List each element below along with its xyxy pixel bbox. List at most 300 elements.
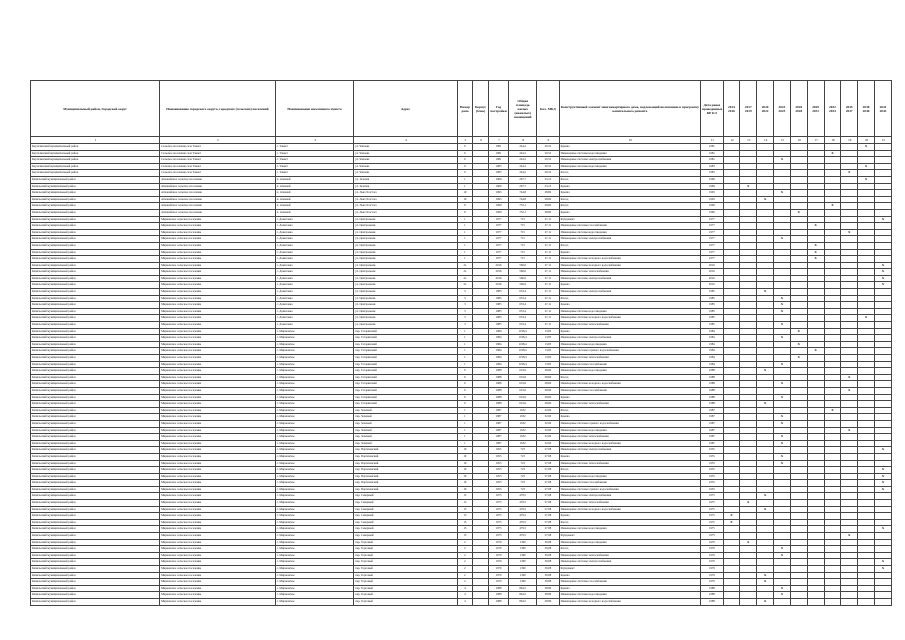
cell-p2023: [774, 598, 791, 605]
table-row: [31, 414, 892, 421]
cell-area: 619,6: [509, 374, 537, 381]
cell-p2014: [723, 229, 740, 236]
table-row: [31, 183, 892, 190]
cell-house: 6: [457, 150, 473, 157]
cell-area: 479,5: [509, 533, 537, 540]
cell-p2017: [740, 163, 757, 170]
cell-p2038: [858, 190, 875, 197]
cell-area: 752,1: [509, 203, 537, 210]
cell-p2026: [790, 322, 807, 329]
cell-p2035: [841, 295, 858, 302]
cell-district: Кизильский муниципальный район: [31, 387, 160, 394]
cell-locality: с. Мирненское: [275, 473, 354, 480]
cell-p2017: [740, 387, 757, 394]
cell-p2014: [723, 460, 740, 467]
cell-mkd: 23,13: [537, 183, 559, 190]
cell-year: 1987: [488, 427, 508, 434]
cell-p2041: [874, 361, 891, 368]
cell-element: Инженерные системы газоснабжения: [559, 387, 700, 394]
cell-p2020: [757, 552, 774, 559]
cell-p2017: [740, 150, 757, 157]
cell-locality: с. Танкет: [275, 157, 354, 164]
cell-area: 479,5: [509, 493, 537, 500]
cell-address: пер. Торговый: [354, 572, 457, 579]
cell-mkd: 13,85: [537, 335, 559, 342]
cell-p2038: [858, 572, 875, 579]
cell-p2038: [858, 453, 875, 460]
cell-mkd: 30,08: [537, 552, 559, 559]
cell-locality: с. Денисовка: [275, 229, 354, 236]
cell-p2017: [740, 196, 757, 203]
cell-p2026: [790, 598, 807, 605]
cell-mkd: 13,85: [537, 341, 559, 348]
cell-building: [473, 592, 489, 599]
cell-settlement: Мирненское сельское поселение: [160, 500, 276, 507]
cell-address: ул. Центральная: [354, 275, 457, 282]
cell-locality: с. Мирненское: [275, 447, 354, 454]
cell-p2029: [807, 513, 824, 520]
cell-mkd: 27,11: [537, 282, 559, 289]
cell-p2032: [824, 216, 841, 223]
table-row: [31, 157, 892, 164]
cell-p2029: [807, 598, 824, 605]
cell-district: Кизильский муниципальный район: [31, 242, 160, 249]
cell-district: Карталинский муниципальный район: [31, 144, 160, 151]
cell-address: пер. Торговый: [354, 585, 457, 592]
cell-year: 1993: [488, 196, 508, 203]
cell-p2032: [824, 183, 841, 190]
cell-p2023: [774, 506, 791, 513]
cell-element: Фундамент: [559, 566, 700, 573]
cell-locality: с. Денисовка: [275, 275, 354, 282]
cell-area: 1652: [509, 420, 537, 427]
cell-area: 1390: [509, 559, 537, 566]
cell-p2038: [858, 355, 875, 362]
cell-p2014: [723, 394, 740, 401]
cell-element: Инженерные системы электроснабжения: [559, 447, 700, 454]
cell-p2029: [807, 526, 824, 533]
cell-p2032: [824, 559, 841, 566]
cell-year: 1993: [488, 190, 508, 197]
cell-element: Инженерные системы холодного водоснабжения: [559, 256, 700, 263]
cell-p2014: [723, 216, 740, 223]
cell-area: 723: [509, 460, 537, 467]
cell-district: Кизильский муниципальный район: [31, 559, 160, 566]
cell-district: Кизильский муниципальный район: [31, 467, 160, 474]
cell-p2038: [858, 506, 875, 513]
cell-area: 633,4: [509, 308, 537, 315]
cell-house: 4: [457, 592, 473, 599]
cell-area: 244,2: [509, 157, 537, 164]
cell-p2038: [858, 368, 875, 375]
cell-p2020: [757, 348, 774, 355]
cell-p2017: X: [740, 539, 757, 546]
cell-settlement: Мирненское сельское поселение: [160, 533, 276, 540]
cell-p2023: X: [774, 361, 791, 368]
cell-district: Кизильский муниципальный район: [31, 572, 160, 579]
cell-settlement: Мирненское сельское поселение: [160, 223, 276, 230]
cell-settlement: Мирненское сельское поселение: [160, 453, 276, 460]
cell-locality: с. Мирненское: [275, 500, 354, 507]
cell-area: 723: [509, 486, 537, 493]
cell-p2038: [858, 394, 875, 401]
cell-p2032: [824, 229, 841, 236]
cell-p2029: [807, 546, 824, 553]
cell-mkd: 28,60: [537, 394, 559, 401]
cell-p2020: X: [757, 196, 774, 203]
cell-year: 1977: [488, 229, 508, 236]
cell-p2014: [723, 572, 740, 579]
cell-p2032: [824, 308, 841, 315]
cell-p2026: [790, 249, 807, 256]
cell-p2014: [723, 533, 740, 540]
cell-district: Карталинский муниципальный район: [31, 170, 160, 177]
cell-locality: с. Мирненское: [275, 506, 354, 513]
cell-house: 19: [457, 447, 473, 454]
cell-p2026: [790, 394, 807, 401]
cell-p2041: X: [874, 559, 891, 566]
cell-p2032: [824, 579, 841, 586]
cell-element: Инженерные системы теплоснабжения: [559, 355, 700, 362]
cell-p2038: [858, 592, 875, 599]
cell-p2035: [841, 262, 858, 269]
cell-p2023: [774, 269, 791, 276]
cell-p2017: [740, 262, 757, 269]
cell-element: Инженерные системы холодного водоснабжения: [559, 381, 700, 388]
cell-district: Кизильский муниципальный район: [31, 348, 160, 355]
cell-district: Кизильский муниципальный район: [31, 269, 160, 276]
cell-house: 6: [457, 381, 473, 388]
cell-settlement: Мирненское сельское поселение: [160, 585, 276, 592]
cell-date: 1987: [701, 414, 723, 421]
cell-district: Кизильский муниципальный район: [31, 592, 160, 599]
cell-p2038: X: [858, 163, 875, 170]
cell-p2026: [790, 170, 807, 177]
cell-p2020: [757, 355, 774, 362]
cell-p2029: [807, 407, 824, 414]
cell-p2014: [723, 414, 740, 421]
cell-mkd: 27,08: [537, 506, 559, 513]
cell-p2041: [874, 289, 891, 296]
cell-p2023: [774, 473, 791, 480]
cell-p2017: [740, 546, 757, 553]
cell-district: Кизильский муниципальный район: [31, 209, 160, 216]
cell-district: Кизильский муниципальный район: [31, 275, 160, 282]
cell-locality: с. Мирненское: [275, 592, 354, 599]
cell-district: Кизильский муниципальный район: [31, 322, 160, 329]
cell-p2020: [757, 414, 774, 421]
cell-p2023: [774, 566, 791, 573]
cell-locality: с. Денисовка: [275, 262, 354, 269]
cell-p2029: [807, 176, 824, 183]
cell-p2038: [858, 526, 875, 533]
cell-p2038: X: [858, 315, 875, 322]
cell-p2017: [740, 533, 757, 540]
cell-locality: с. Денисовка: [275, 308, 354, 315]
cell-p2038: [858, 552, 875, 559]
cell-p2041: [874, 249, 891, 256]
cell-year: 1987: [488, 407, 508, 414]
cell-house: 19: [457, 467, 473, 474]
cell-p2035: [841, 355, 858, 362]
cell-building: [473, 289, 489, 296]
table-row: [31, 579, 892, 586]
cell-p2041: [874, 592, 891, 599]
cell-house: 2: [457, 539, 473, 546]
cell-district: Кизильский муниципальный район: [31, 539, 160, 546]
cell-area: 479,5: [509, 500, 537, 507]
table-row: [31, 407, 892, 414]
cell-district: Кизильский муниципальный район: [31, 460, 160, 467]
cell-area: 479,5: [509, 526, 537, 533]
cell-area: 864,5: [509, 598, 537, 605]
cell-p2014: [723, 315, 740, 322]
cell-building: [473, 275, 489, 282]
cell-p2023: [774, 533, 791, 540]
cell-p2041: X: [874, 269, 891, 276]
cell-p2017: [740, 374, 757, 381]
cell-p2020: [757, 453, 774, 460]
cell-date: 1979: [701, 579, 723, 586]
cell-date: 1969: [701, 176, 723, 183]
cell-p2014: [723, 427, 740, 434]
cell-address: ул. Центральная: [354, 262, 457, 269]
cell-p2014: [723, 447, 740, 454]
cell-p2020: [757, 407, 774, 414]
cell-p2014: [723, 183, 740, 190]
cell-p2026: [790, 460, 807, 467]
cell-mkd: 20,52: [537, 144, 559, 151]
column-header-p2038: 2038 2040: [858, 81, 875, 137]
cell-mkd: 30,08: [537, 539, 559, 546]
cell-mkd: 28,82: [537, 190, 559, 197]
cell-area: 566,6: [509, 269, 537, 276]
cell-settlement: Атманайское сельское поселение: [160, 196, 276, 203]
cell-locality: с. Денисовка: [275, 289, 354, 296]
cell-p2029: [807, 289, 824, 296]
cell-mkd: 27,08: [537, 480, 559, 487]
cell-address: ул. Центральная: [354, 315, 457, 322]
cell-house: 1: [457, 242, 473, 249]
cell-year: 1988: [488, 592, 508, 599]
cell-year: 1988: [488, 401, 508, 408]
cell-locality: п. Атманай: [275, 183, 354, 190]
cell-date: 1975: [701, 500, 723, 507]
cell-p2038: [858, 374, 875, 381]
cell-p2026: [790, 144, 807, 151]
cell-district: Кизильский муниципальный район: [31, 453, 160, 460]
cell-date: 1955: [701, 473, 723, 480]
cell-house: 2а: [457, 282, 473, 289]
cell-p2014: [723, 348, 740, 355]
table-row: [31, 513, 892, 520]
cell-p2014: [723, 506, 740, 513]
cell-p2017: [740, 401, 757, 408]
cell-p2014: [723, 473, 740, 480]
cell-p2038: [858, 598, 875, 605]
cell-area: 566,6: [509, 262, 537, 269]
cell-p2029: [807, 539, 824, 546]
cell-district: Кизильский муниципальный район: [31, 434, 160, 441]
cell-year: 1987: [488, 420, 508, 427]
cell-p2014: [723, 335, 740, 342]
cell-district: Кизильский муниципальный район: [31, 328, 160, 335]
cell-p2026: [790, 506, 807, 513]
cell-district: Карталинский муниципальный район: [31, 157, 160, 164]
cell-p2041: [874, 302, 891, 309]
cell-p2014: [723, 328, 740, 335]
cell-p2014: [723, 598, 740, 605]
cell-locality: с. Денисовка: [275, 242, 354, 249]
cell-p2020: [757, 236, 774, 243]
cell-locality: с. Танкет: [275, 150, 354, 157]
cell-p2029: [807, 473, 824, 480]
cell-settlement: Мирненское сельское поселение: [160, 460, 276, 467]
cell-p2032: [824, 526, 841, 533]
cell-district: Кизильский муниципальный район: [31, 401, 160, 408]
cell-p2029: [807, 229, 824, 236]
cell-p2038: [858, 289, 875, 296]
cell-p2035: [841, 473, 858, 480]
cell-p2041: [874, 229, 891, 236]
cell-p2014: [723, 308, 740, 315]
cell-element: Инженерные системы водоотведения: [559, 150, 700, 157]
cell-element: Крыша: [559, 414, 700, 421]
column-number: 13: [740, 137, 757, 144]
cell-p2035: [841, 144, 858, 151]
cell-locality: с. Мирненское: [275, 460, 354, 467]
cell-p2035: [841, 249, 858, 256]
cell-p2014: [723, 176, 740, 183]
cell-date: 1987: [701, 427, 723, 434]
cell-district: Кизильский муниципальный район: [31, 315, 160, 322]
cell-p2023: X: [774, 381, 791, 388]
cell-date: 1984: [701, 361, 723, 368]
cell-date: 1988: [701, 394, 723, 401]
cell-building: [473, 328, 489, 335]
cell-p2023: [774, 282, 791, 289]
cell-house: 2а: [457, 262, 473, 269]
cell-p2020: [757, 190, 774, 197]
cell-building: [473, 585, 489, 592]
cell-p2041: [874, 420, 891, 427]
table-row: [31, 361, 892, 368]
cell-p2017: [740, 302, 757, 309]
cell-p2023: [774, 467, 791, 474]
cell-p2029: [807, 275, 824, 282]
cell-p2032: [824, 566, 841, 573]
cell-address: пер. Торговый: [354, 579, 457, 586]
cell-mkd: 28,60: [537, 368, 559, 375]
column-number: 18: [824, 137, 841, 144]
cell-p2014: X: [723, 513, 740, 520]
cell-p2029: [807, 414, 824, 421]
cell-p2026: [790, 216, 807, 223]
cell-p2023: [774, 315, 791, 322]
cell-p2041: X: [874, 262, 891, 269]
cell-p2026: [790, 242, 807, 249]
cell-p2020: X: [757, 579, 774, 586]
cell-settlement: Мирненское сельское поселение: [160, 394, 276, 401]
cell-element: Крыша: [559, 144, 700, 151]
cell-p2041: [874, 414, 891, 421]
cell-mkd: 27,11: [537, 295, 559, 302]
column-number: 7: [488, 137, 508, 144]
cell-building: [473, 493, 489, 500]
cell-p2038: [858, 275, 875, 282]
cell-date: 1977: [701, 216, 723, 223]
table-row: [31, 500, 892, 507]
cell-building: [473, 163, 489, 170]
cell-mkd: 32,60: [537, 414, 559, 421]
cell-date: 1955: [701, 467, 723, 474]
cell-p2032: [824, 269, 841, 276]
cell-house: 1: [457, 348, 473, 355]
cell-p2020: X: [757, 401, 774, 408]
cell-p2041: [874, 572, 891, 579]
cell-p2035: [841, 592, 858, 599]
cell-date: 1977: [701, 236, 723, 243]
cell-year: 1988: [488, 381, 508, 388]
cell-house: 3: [457, 295, 473, 302]
cell-p2023: [774, 493, 791, 500]
cell-mkd: 30,08: [537, 546, 559, 553]
cell-p2023: [774, 374, 791, 381]
cell-mkd: 13,85: [537, 361, 559, 368]
cell-area: 619,6: [509, 381, 537, 388]
cell-mkd: 13,85: [537, 328, 559, 335]
table-row: [31, 170, 892, 177]
cell-house: 1: [457, 420, 473, 427]
cell-p2029: [807, 203, 824, 210]
cell-p2038: [858, 460, 875, 467]
cell-p2029: [807, 381, 824, 388]
cell-address: пер. Гагаринский: [354, 401, 457, 408]
cell-p2032: [824, 572, 841, 579]
cell-p2014: [723, 361, 740, 368]
cell-p2032: [824, 552, 841, 559]
cell-p2023: X: [774, 322, 791, 329]
cell-date: 2016: [701, 275, 723, 282]
cell-settlement: Мирненское сельское поселение: [160, 579, 276, 586]
cell-locality: с. Мирненское: [275, 539, 354, 546]
cell-p2035: [841, 209, 858, 216]
cell-house: 1: [457, 440, 473, 447]
cell-mkd: 32,60: [537, 420, 559, 427]
cell-locality: с. Мирненское: [275, 328, 354, 335]
cell-p2041: [874, 579, 891, 586]
cell-p2029: [807, 585, 824, 592]
cell-settlement: Мирненское сельское поселение: [160, 328, 276, 335]
table-row: [31, 216, 892, 223]
cell-house: 1: [457, 216, 473, 223]
cell-p2023: [774, 579, 791, 586]
cell-p2017: [740, 598, 757, 605]
cell-house: 2: [457, 566, 473, 573]
cell-date: 1985: [701, 295, 723, 302]
cell-date: 1975: [701, 519, 723, 526]
cell-p2041: [874, 176, 891, 183]
cell-p2035: [841, 572, 858, 579]
cell-p2038: [858, 519, 875, 526]
cell-address: ул. Центральная: [354, 236, 457, 243]
cell-p2017: [740, 157, 757, 164]
cell-mkd: 27,08: [537, 519, 559, 526]
cell-p2038: [858, 486, 875, 493]
table-row: [31, 322, 892, 329]
cell-p2029: X: [807, 256, 824, 263]
cell-district: Кизильский муниципальный район: [31, 394, 160, 401]
